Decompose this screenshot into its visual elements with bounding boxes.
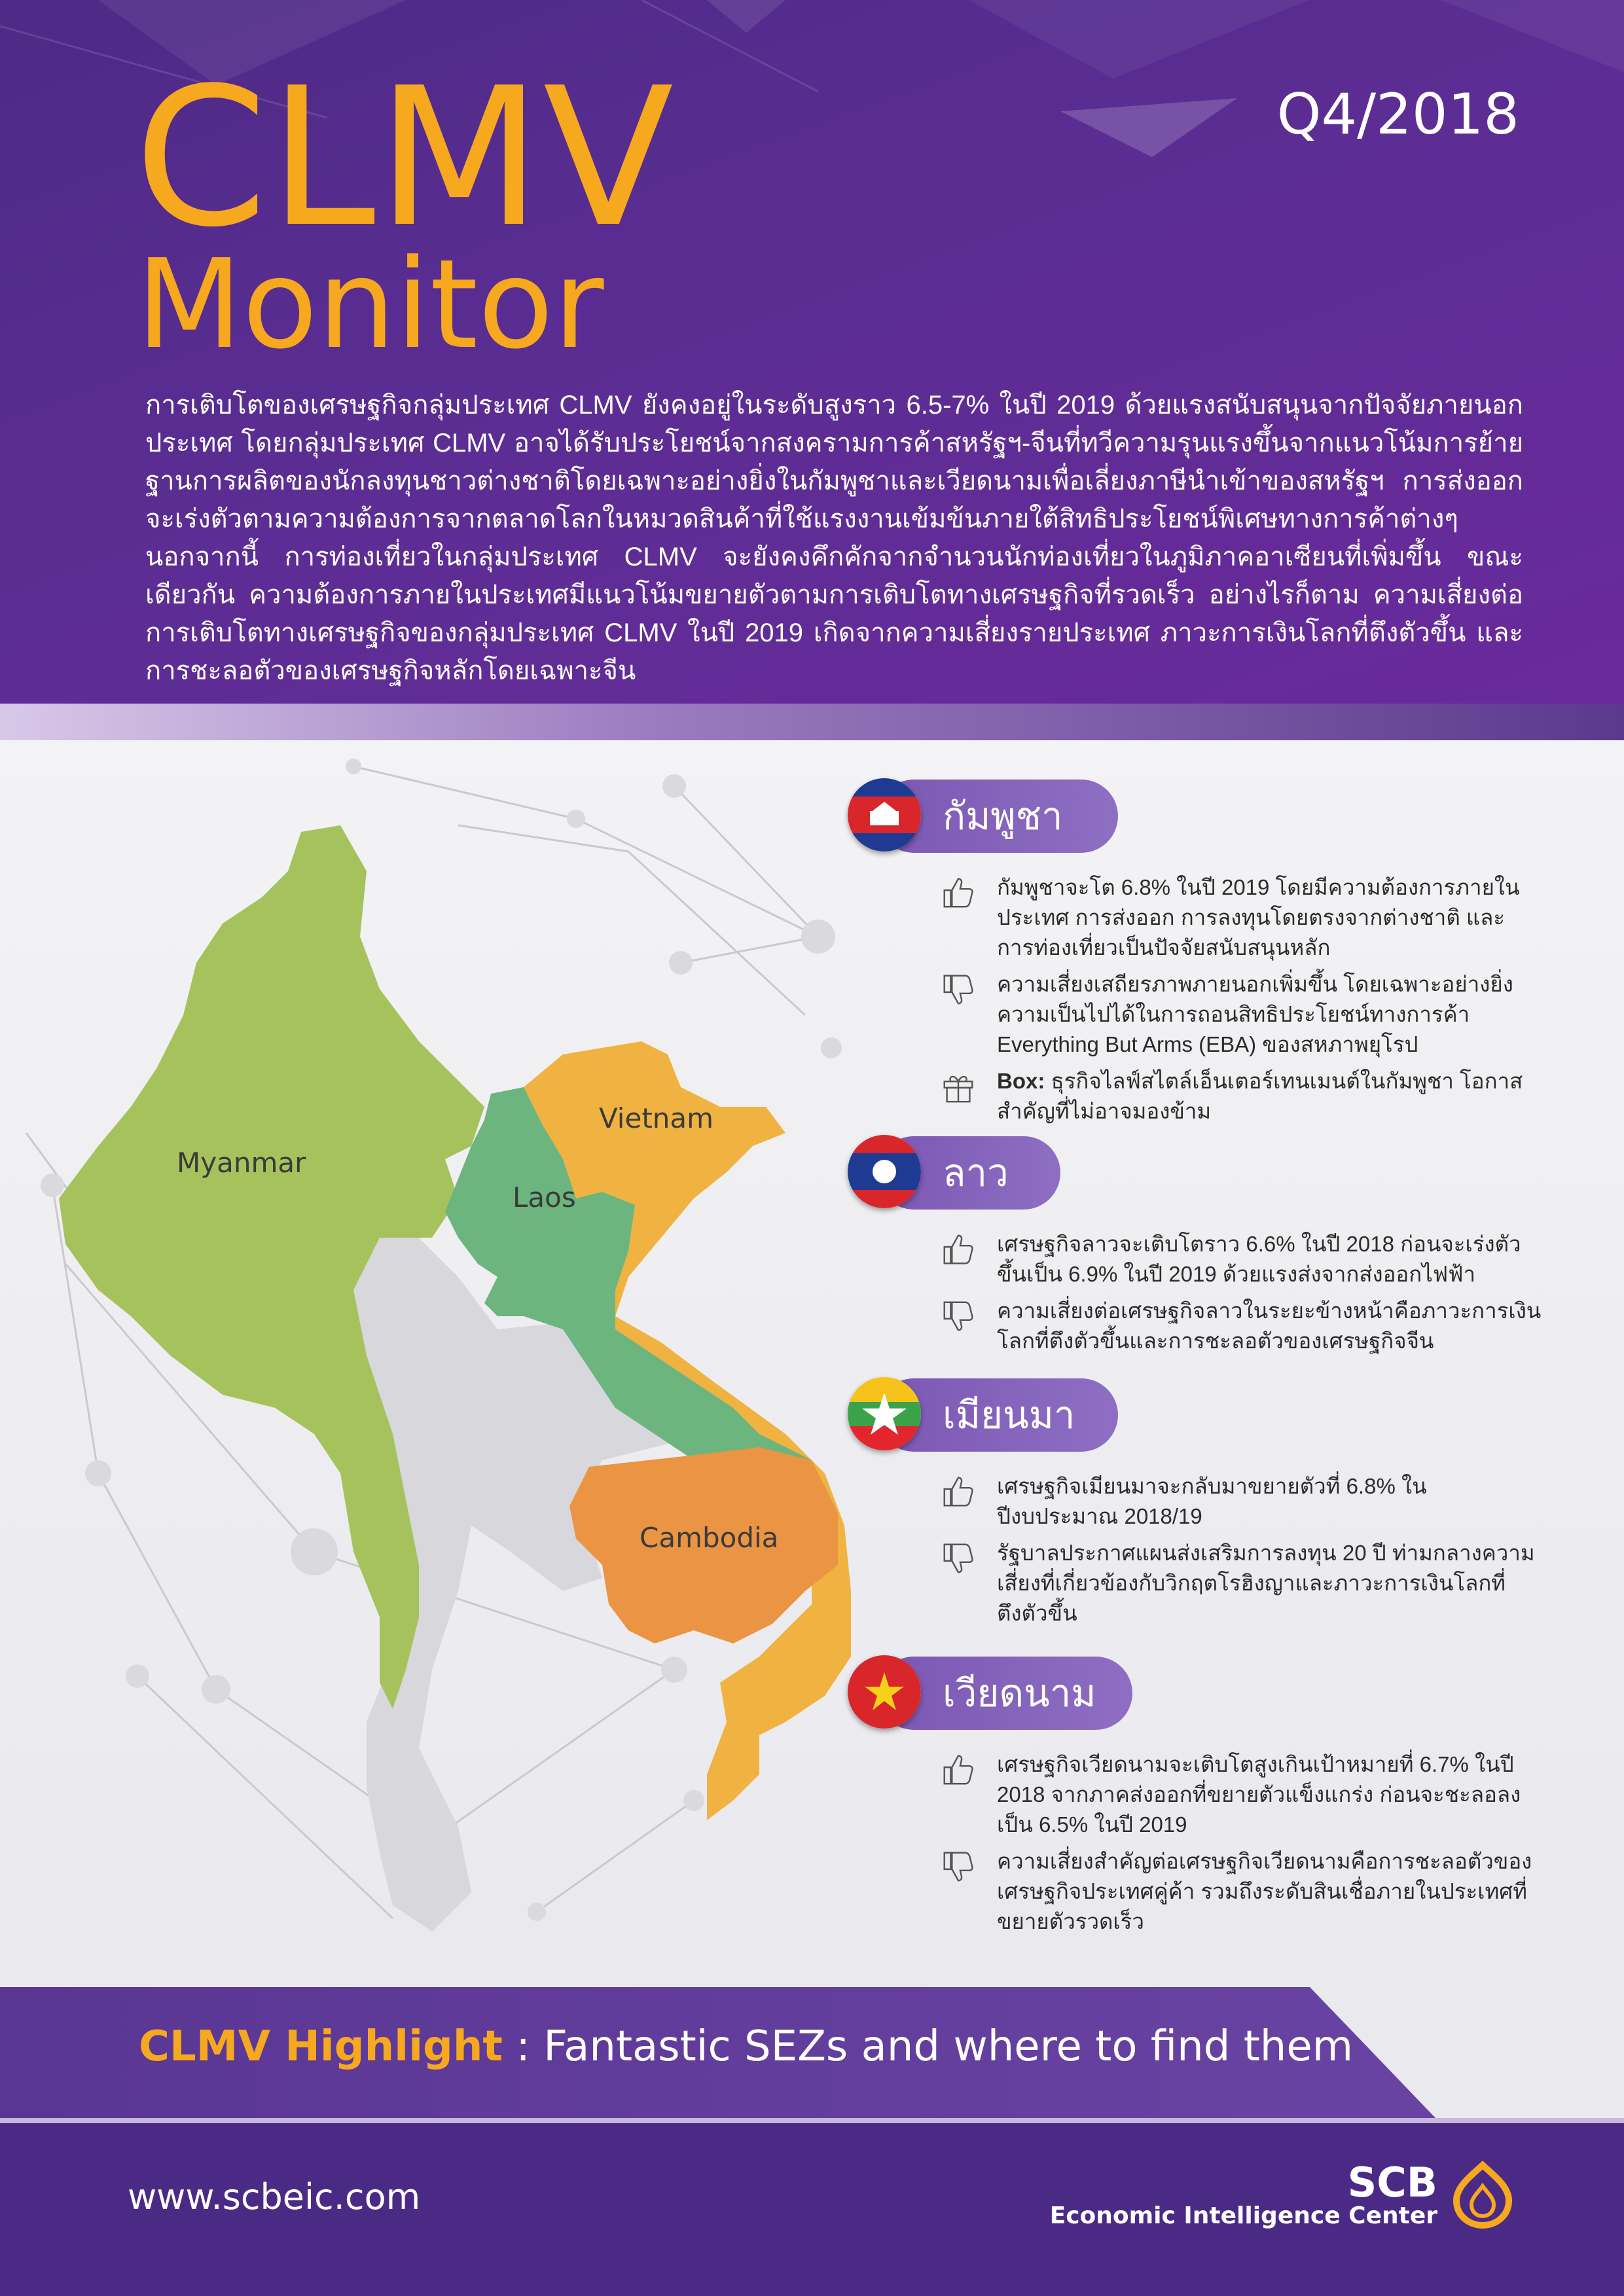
thumbs-down-icon — [939, 971, 977, 1009]
thumbs-down-icon — [939, 1539, 977, 1577]
country-title-cambodia: กัมพูชา — [877, 780, 1118, 853]
brand-name: SCB — [1347, 2159, 1437, 2206]
intro-paragraph: การเติบโตของเศรษฐกิจกลุ่มประเทศ CLMV ยังคงอยู่ในระดับสูงราว 6.5-7% ในปี 2019 ด้วยแรงสนับสนุนจากปัจจัยภายนอกประเทศ โดยกลุ่มประเทศ CLMV อาจได้รับประโยชน์จากสงครามการค้าสหรัฐฯ-จีนที่ทวีความรุนแรงขึ้นจากแนวโน้มการย้ายฐานการผลิตของนักลงทุนชาวต่างชาติโดยเฉพาะอย่างยิ่งในกัมพูชาและเวียดนามเพื่อเลี่ยงภาษีนำเข้าของสหรัฐฯ การส่งออกจะเร่งตัวตามความต้องการจากตลาดโลกในหมวดสินค้าที่ใช้แรงงานเข้มข้นภายใต้สิทธิประโยชน์พิเศษทางการค้าต่างๆ นอกจากนี้ การท่องเที่ยวในกลุ่มประเทศ CLMV จะยังคงคึกคักจากจำนวนนักท่องเที่ยวในภูมิภาคอาเซียนที่เพิ่มขึ้น ขณะเดียวกัน ความต้องการภายในประเทศมีแนวโน้มขยายตัวตามการเติบโตทางเศรษฐกิจที่รวดเร็ว อย่างไรก็ตาม ความเสี่ยงต่อการเติบโตทางเศรษฐกิจของกลุ่มประเทศ CLMV ในปี 2019 เกิดจากความเสี่ยงรายประเทศ ภาวะการเงินโลกที่ตึงตัวขึ้น และการชะลอตัวของเศรษฐกิจหลักโดยเฉพาะจีน — [145, 391, 1523, 685]
myanmar-negative-text: รัฐบาลประกาศแผนส่งเสริมการลงทุน 20 ปี ท่ามกลางความเสี่ยงที่เกี่ยวข้องกับวิกฤตโรฮิงญาและภาวะการเงินโลกที่ตึงตัวขึ้น — [997, 1541, 1535, 1625]
thumbs-down-icon — [939, 1848, 977, 1886]
footer-divider — [0, 2118, 1624, 2123]
brand-subtitle: Economic Intelligence Center — [1049, 2202, 1437, 2229]
title-monitor: Monitor — [136, 233, 604, 376]
country-panel-myanmar — [848, 1378, 1542, 1628]
country-title-laos: ลาว — [877, 1136, 1060, 1210]
header-banner — [0, 0, 1624, 704]
country-section — [0, 740, 1624, 1987]
country-title-myanmar: เมียนมา — [877, 1378, 1118, 1452]
laos-flag-icon — [848, 1135, 921, 1208]
cambodia-negative-item — [939, 969, 1542, 1060]
laos-negative-text: ความเสี่ยงต่อเศรษฐกิจลาวในระยะข้างหน้าคือภาวะการเงินโลกที่ตึงตัวขึ้นและการชะลอตัวของเศรษฐกิจจีน — [997, 1299, 1542, 1353]
scb-logo-icon — [1447, 2160, 1519, 2232]
country-header-cambodia — [848, 780, 1542, 853]
quarter-label: Q4/2018 — [1276, 82, 1519, 147]
vietnam-negative-item — [939, 1846, 1542, 1937]
cambodia-negative-text: ความเสี่ยงเสถียรภาพภายนอกเพิ่มขึ้น โดยเฉพาะอย่างยิ่งความเป็นไปได้ในการถอนสิทธิประโยชน์ทางการค้า Everything But Arms (EBA) ของสหภาพยุโรป — [997, 972, 1513, 1056]
country-title-vietnam: เวียดนาม — [877, 1657, 1132, 1730]
title-clmv: CLMV — [134, 46, 676, 269]
map-label-myanmar: Myanmar — [177, 1147, 306, 1179]
country-panel-laos — [848, 1136, 1542, 1356]
country-panel-cambodia — [848, 780, 1542, 1126]
thumbs-up-icon — [939, 874, 977, 912]
cambodia-box-item — [939, 1066, 1542, 1126]
gift-icon — [939, 1067, 977, 1105]
myanmar-positive-item — [939, 1471, 1542, 1532]
thumbs-up-icon — [939, 1230, 977, 1268]
myanmar-positive-text: เศรษฐกิจเมียนมาจะกลับมาขยายตัวที่ 6.8% ในปีงบประมาณ 2018/19 — [997, 1474, 1427, 1528]
cambodia-positive-item — [939, 872, 1542, 963]
highlight-text[interactable] — [139, 2022, 1353, 2071]
cambodia-box-text: ธุรกิจไลฟ์สไตล์เอ็นเตอร์เทนเมนต์ในกัมพูชา โอกาสสำคัญที่ไม่อาจมองข้าม — [997, 1069, 1523, 1123]
divider-band — [0, 704, 1624, 740]
box-label: Box: — [997, 1069, 1045, 1093]
cambodia-flag-icon — [848, 778, 921, 852]
laos-positive-text: เศรษฐกิจลาวจะเติบโตราว 6.6% ในปี 2018 ก่อนจะเร่งตัวขึ้นเป็น 6.9% ในปี 2019 ด้วยแรงส่งจากส่งออกไฟฟ้า — [997, 1232, 1521, 1286]
vietnam-negative-text: ความเสี่ยงสำคัญต่อเศรษฐกิจเวียดนามคือการชะลอตัวของเศรษฐกิจประเทศคู่ค้า รวมถึงระดับสินเชื่อภายในประเทศที่ขยายตัวรวดเร็ว — [997, 1849, 1532, 1933]
map-label-cambodia: Cambodia — [640, 1522, 779, 1554]
highlight-label: CLMV Highlight — [139, 2022, 503, 2071]
vietnam-positive-text: เศรษฐกิจเวียดนามจะเติบโตสูงเกินเป้าหมายที่ 6.7% ในปี 2018 จากภาคส่งออกที่ขยายตัวแข็งแกร่ง ก่อนจะชะลอลงเป็น 6.5% ในปี 2019 — [997, 1752, 1521, 1837]
highlight-separator: : — [502, 2022, 544, 2071]
country-header-vietnam — [848, 1657, 1542, 1730]
map-label-laos: Laos — [513, 1181, 576, 1213]
vietnam-positive-item — [939, 1749, 1542, 1840]
map-label-vietnam: Vietnam — [599, 1102, 714, 1134]
laos-positive-item — [939, 1229, 1542, 1289]
myanmar-negative-item — [939, 1538, 1542, 1628]
thumbs-up-icon — [939, 1473, 977, 1511]
vietnam-flag-icon — [848, 1655, 921, 1729]
cambodia-positive-text: กัมพูชาจะโต 6.8% ในปี 2019 โดยมีความต้องการภายในประเทศ การส่งออก การลงทุนโดยตรงจากต่างชาติ และการท่องเที่ยวเป็นปัจจัยสนับสนุนหลัก — [997, 875, 1520, 960]
country-header-laos — [848, 1136, 1542, 1210]
myanmar-flag-icon — [848, 1377, 921, 1450]
thumbs-up-icon — [939, 1751, 977, 1789]
highlight-title: Fantastic SEZs and where to find them — [543, 2022, 1354, 2071]
laos-negative-item — [939, 1296, 1542, 1356]
website-link[interactable]: www.scbeic.com — [128, 2176, 421, 2217]
country-header-myanmar — [848, 1378, 1542, 1452]
thumbs-down-icon — [939, 1297, 977, 1335]
country-panel-vietnam — [848, 1657, 1542, 1937]
